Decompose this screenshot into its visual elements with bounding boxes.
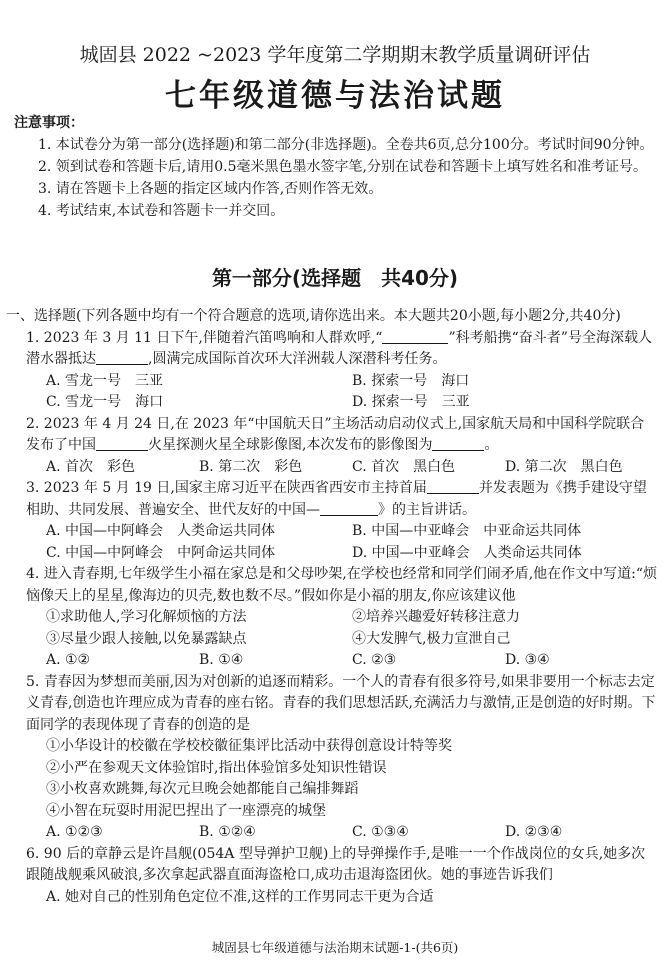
option-a: A. 中国—中阿峰会 人类命运共同体	[46, 523, 276, 539]
option-b: B. ①④	[199, 652, 244, 668]
stem-text: ,圆满完成国际首次环大洋洲载人深潜科考任务。	[148, 351, 447, 367]
statement-3: ③小枚喜欢跳舞,每次元旦晚会她都能自己编排舞蹈	[46, 781, 359, 797]
question-stem	[26, 328, 658, 371]
question-4	[26, 564, 658, 672]
options-row	[26, 822, 658, 844]
options-row	[26, 392, 658, 414]
answer-blank	[96, 436, 148, 451]
statement-1: ①求助他人,学习化解烦恼的方法	[46, 609, 247, 625]
statement-4: ④小智在玩耍时用泥巴捏出了一座漂亮的城堡	[46, 802, 326, 819]
question-stem	[26, 414, 658, 457]
stem-text: 3. 2023 年 5 月 19 日,国家主席习近平在陕西省西安市主持首届	[26, 480, 427, 496]
option-c: C. 雪龙一号 海口	[46, 394, 164, 410]
page-footer: 城固县七年级道德与法治期末试题-1-(共6页)	[211, 940, 459, 955]
option-d: D. 中国—中亚峰会 人类命运共同体	[352, 544, 582, 561]
note-item: 4. 考试结束,本试卷和答题卡一并交回。	[38, 203, 285, 219]
stem-text: 火星探测火星全球影像图,本次发布的影像图为	[148, 437, 433, 453]
part-one-heading: 第一部分(选择题 共40分)	[211, 266, 459, 290]
section-multiple-choice	[6, 306, 658, 908]
options-row	[26, 457, 658, 479]
option-b: B. 中国—中亚峰会 中亚命运共同体	[352, 523, 582, 539]
question-stem: 6. 90 后的章静云是许昌舰(054A 型导弹护卫舰)上的导弹操作手,是唯一一个作战岗位的女兵,她多次跟随战舰乘风破浪,多次拿起武器直面海盗枪口,成功击退海盗团伙。她的事迹告诉我们	[26, 845, 646, 883]
answer-blank	[320, 501, 378, 516]
option-d: D. 探索一号 三亚	[352, 394, 470, 410]
note-item: 1. 本试卷分为第一部分(选择题)和第二部分(非选择题)。全卷共6页,总分100分。考试时间90分钟。	[38, 137, 654, 153]
answer-blank	[382, 329, 448, 344]
note-item: 2. 领到试卷和答题卡后,请用0.5毫米黑色墨水签字笔,分别在试卷和答题卡上填写姓名和准考证号。	[38, 159, 647, 175]
option-b: B. 探索一号 海口	[352, 372, 470, 389]
exam-title: 城固县 2022 ~2023 学年度第二学期期末教学质量调研评估	[79, 44, 591, 66]
stem-text: 》的主旨讲话。	[378, 501, 476, 518]
options-row	[26, 371, 658, 393]
stem-text: 2. 2023 年 4 月 24 日,在 2023 年“中国航天日”主场活动启动仪式上,国家航天局和中国科学院联合发布了中国	[26, 415, 645, 453]
notes-heading: 注意事项：	[14, 115, 84, 131]
option-c: C. 中国—中阿峰会 中阿命运共同体	[46, 544, 276, 561]
stem-text: 1. 2023 年 3 月 11 日下午,伴随着汽笛鸣响和人群欢呼,“	[26, 329, 383, 346]
option-c: C. 首次 黑白色	[352, 458, 456, 475]
option-d: D. ③④	[505, 652, 550, 668]
option-a: A. ①②③	[46, 824, 103, 840]
options-row	[26, 650, 658, 672]
question-2	[26, 414, 658, 479]
answer-blank	[432, 436, 484, 451]
option-d: D. ②③④	[505, 824, 563, 840]
stem-text: 并发表题为《携手建设守望相助、共同发展、普遍安全、世代友好的中国—	[26, 480, 647, 518]
subject-title: 七年级道德与法治试题	[165, 78, 505, 114]
statement-3: ③尽量少跟人接触,以免暴露缺点	[46, 630, 247, 647]
option-b: B. ①②④	[199, 824, 256, 840]
option-a: A. 雪龙一号 三亚	[46, 372, 164, 389]
statement-4: ④大发脾气,极力宣泄自己	[352, 630, 511, 647]
statement-2: ②培养兴趣爱好转移注意力	[352, 609, 520, 625]
option-a: A. 她对自己的性别角色定位不准,这样的工作男同志干更为合适	[46, 888, 434, 905]
option-d: D. 第二次 黑白色	[505, 458, 623, 475]
statements-row	[26, 629, 658, 651]
stem-text: 。	[484, 437, 499, 453]
note-item: 3. 请在答题卡上各题的指定区域内作答,否则作答无效。	[38, 181, 383, 197]
question-1	[26, 328, 658, 414]
options-row	[26, 543, 658, 565]
notes-block	[14, 112, 658, 222]
statement-2: ②小严在参观天文体验馆时,指出体验馆多处知识性错误	[46, 759, 387, 776]
question-5	[26, 672, 658, 844]
question-stem	[26, 478, 658, 521]
option-b: B. 第二次 彩色	[199, 458, 303, 475]
option-c: C. ①③④	[352, 824, 409, 840]
question-stem: 5. 青春因为梦想而美丽,因为对创新的追逐而精彩。一个人的青春有很多符号,如果非要用一个标志去定义青春,创造也许理应成为青春的座右铭。青春的我们思想活跃,充满活力与激情,正是创造的好时期。下面同学的表现体现了青春的创造的是	[26, 673, 656, 733]
question-6	[26, 844, 658, 909]
option-c: C. ②③	[352, 652, 397, 668]
answer-blank	[96, 350, 148, 365]
option-a: A. ①②	[46, 652, 91, 668]
statements-row	[26, 607, 658, 629]
answer-blank	[427, 479, 479, 494]
section-intro: 一、选择题(下列各题中均有一个符合题意的选项,请你选出来。本大题共20小题,每小题2分,共40分)	[6, 308, 621, 324]
question-stem: 4. 进入青春期,七年级学生小福在家总是和父母吵架,在学校也经常和同学们闹矛盾,他在作文中写道:“烦恼像天上的星星,像海边的贝壳,数也数不尽。”假如你是小福的朋友,你应该建议他	[26, 566, 658, 604]
stem-text: ”科考船携“奋斗者”号全海深载人潜水器抵达	[26, 329, 652, 367]
question-3	[26, 478, 658, 564]
statement-1: ①小华设计的校徽在学校校徽征集评比活动中获得创意设计特等奖	[46, 738, 452, 754]
option-a: A. 首次 彩色	[46, 458, 136, 475]
options-row	[26, 521, 658, 543]
